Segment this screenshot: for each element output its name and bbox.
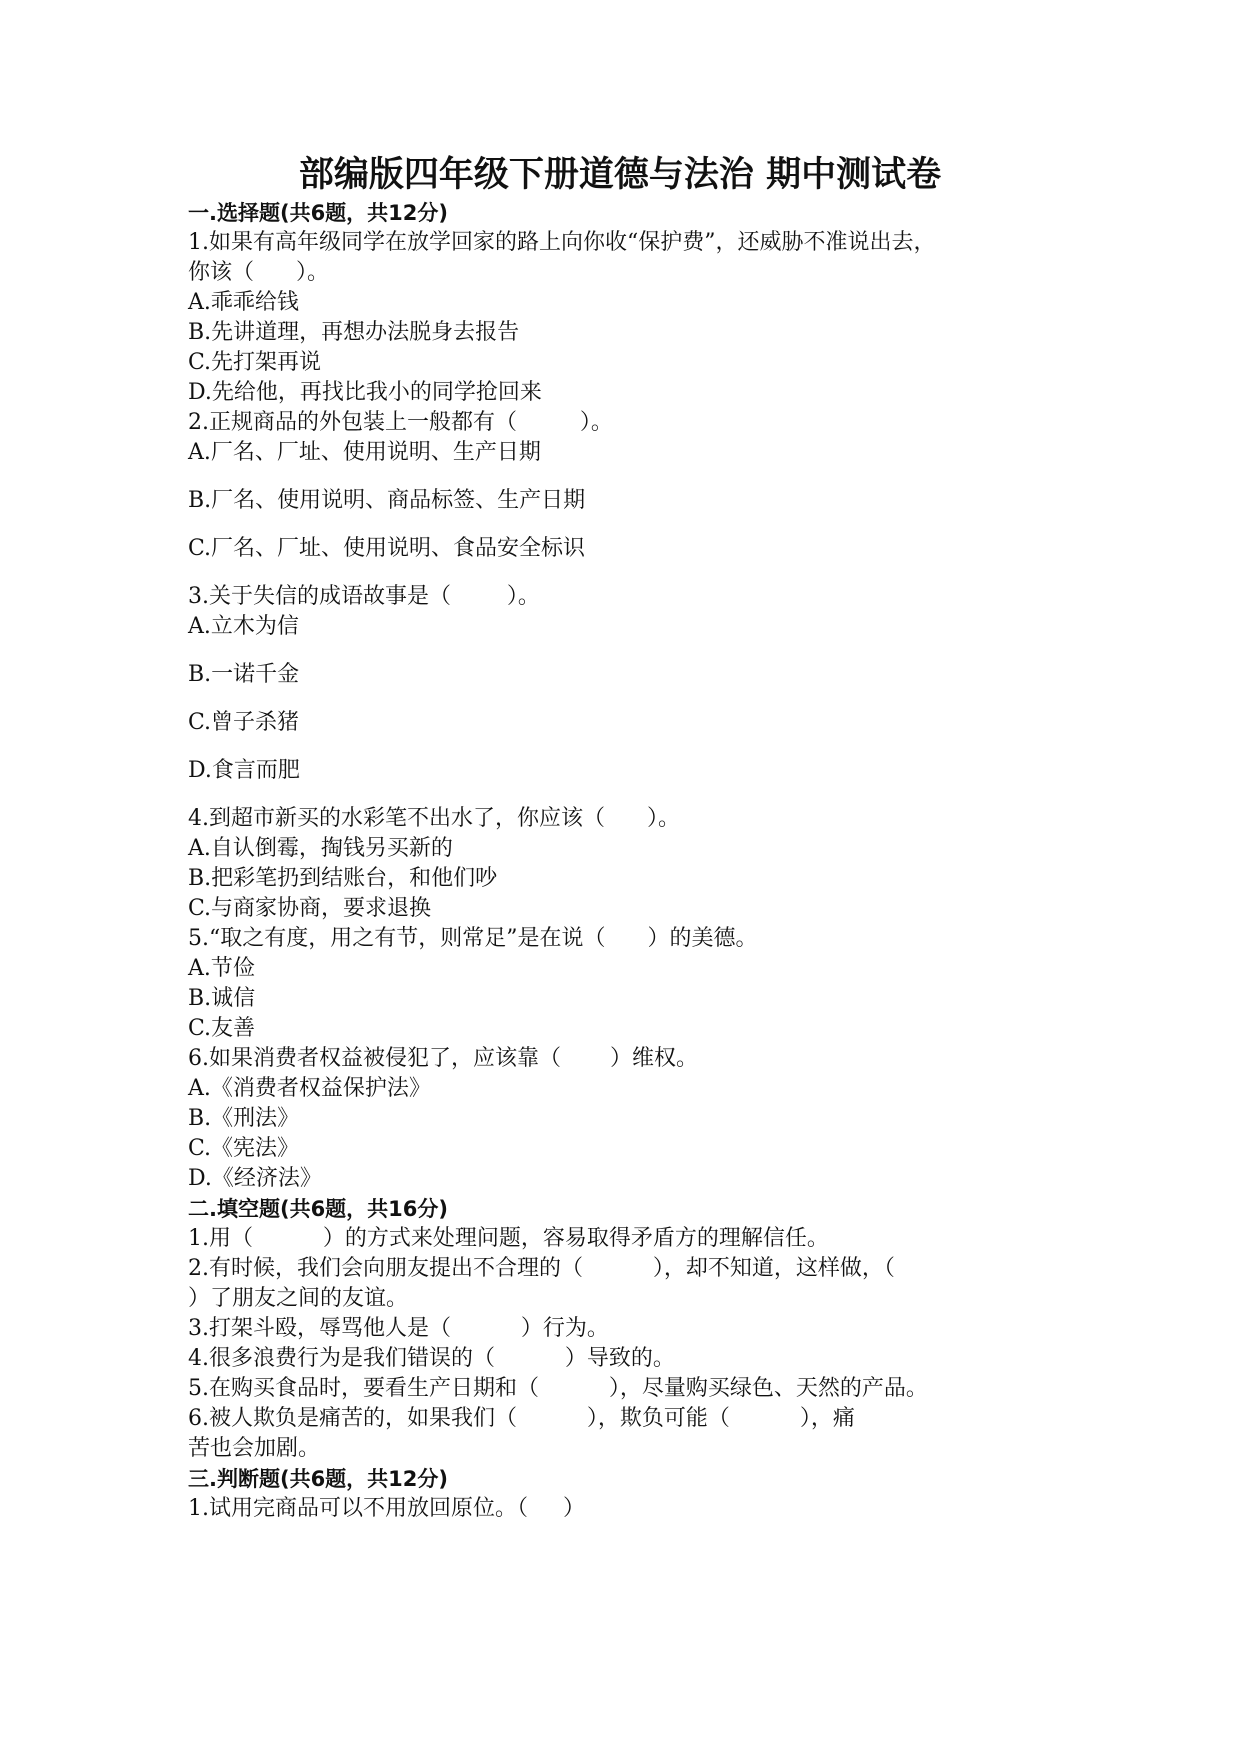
option-c: C.友善: [188, 1016, 256, 1041]
option-c: C.厂名、厂址、使用说明、食品安全标识: [188, 536, 586, 561]
section-true-false: [188, 1464, 1068, 1524]
question-6-text: 6.被人欺负是痛苦的，如果我们（ ），欺负可能（ ），痛: [188, 1406, 855, 1431]
option-a: A.节俭: [188, 956, 255, 981]
exam-content: [188, 198, 1068, 1524]
question-text: 4.到超市新买的水彩笔不出水了，你应该（ ）。: [188, 806, 680, 831]
option-d: D.食言而肥: [188, 758, 300, 783]
question-3-text: 3.打架斗殴，辱骂他人是（ ）行为。: [188, 1316, 609, 1341]
option-b: B.诚信: [188, 986, 256, 1011]
option-b: B.厂名、使用说明、商品标签、生产日期: [188, 488, 586, 513]
question-text: 6.如果消费者权益被侵犯了，应该靠（ ）维权。: [188, 1046, 698, 1071]
section-heading: 一.选择题(共6题，共12分): [188, 201, 449, 225]
question-1-text: 1.试用完商品可以不用放回原位。（ ）: [188, 1496, 585, 1521]
option-d: D.先给他，再找比我小的同学抢回来: [188, 380, 542, 405]
question-4: [188, 804, 1068, 924]
question-2: [188, 408, 1068, 564]
option-b: B.把彩笔扔到结账台，和他们吵: [188, 866, 498, 891]
option-a: A.乖乖给钱: [188, 290, 299, 315]
question-4-text: 4.很多浪费行为是我们错误的（ ）导致的。: [188, 1346, 675, 1371]
question-text: 1.如果有高年级同学在放学回家的路上向你收“保护费”，还威胁不准说出去，: [188, 230, 936, 255]
option-b: B.一诺千金: [188, 662, 300, 687]
option-d: D.《经济法》: [188, 1166, 322, 1191]
question-5-text: 5.在购买食品时，要看生产日期和（ ），尽量购买绿色、天然的产品。: [188, 1376, 928, 1401]
option-b: B.《刑法》: [188, 1106, 300, 1131]
option-c: C.曾子杀猪: [188, 710, 300, 735]
section-heading: 三.判断题(共6题，共12分): [188, 1467, 449, 1491]
option-a: A.厂名、厂址、使用说明、生产日期: [188, 440, 541, 465]
option-c: C.先打架再说: [188, 350, 322, 375]
section-heading: 二.填空题(共6题，共16分): [188, 1197, 449, 1221]
option-a: A.立木为信: [188, 614, 299, 639]
section-multiple-choice: [188, 198, 1068, 1194]
section-fill-in-blank: [188, 1194, 1068, 1464]
question-text: 2.正规商品的外包装上一般都有（ ）。: [188, 410, 613, 435]
question-1-text: 1.用（ ）的方式来处理问题，容易取得矛盾方的理解信任。: [188, 1226, 829, 1251]
option-b: B.先讲道理，再想办法脱身去报告: [188, 320, 520, 345]
option-c: C.与商家协商，要求退换: [188, 896, 432, 921]
question-3: [188, 582, 1068, 786]
question-5: [188, 924, 1068, 1044]
question-2-text: ）了朋友之间的友谊。: [188, 1286, 409, 1311]
question-text: 5.“取之有度，用之有节，则常足”是在说（ ）的美德。: [188, 926, 758, 951]
option-a: A.自认倒霉，掏钱另买新的: [188, 836, 453, 861]
question-6-text: 苦也会加剧。: [188, 1436, 321, 1461]
question-2-text: 2.有时候，我们会向朋友提出不合理的（ ），却不知道，这样做，（: [188, 1256, 895, 1281]
option-a: A.《消费者权益保护法》: [188, 1076, 431, 1101]
page-title: 部编版四年级下册道德与法治 期中测试卷: [298, 155, 942, 195]
question-1: [188, 228, 1068, 408]
option-c: C.《宪法》: [188, 1136, 300, 1161]
question-text: 3.关于失信的成语故事是（ ）。: [188, 584, 540, 609]
question-text: 你该（ ）。: [188, 260, 329, 285]
question-6: [188, 1044, 1068, 1194]
